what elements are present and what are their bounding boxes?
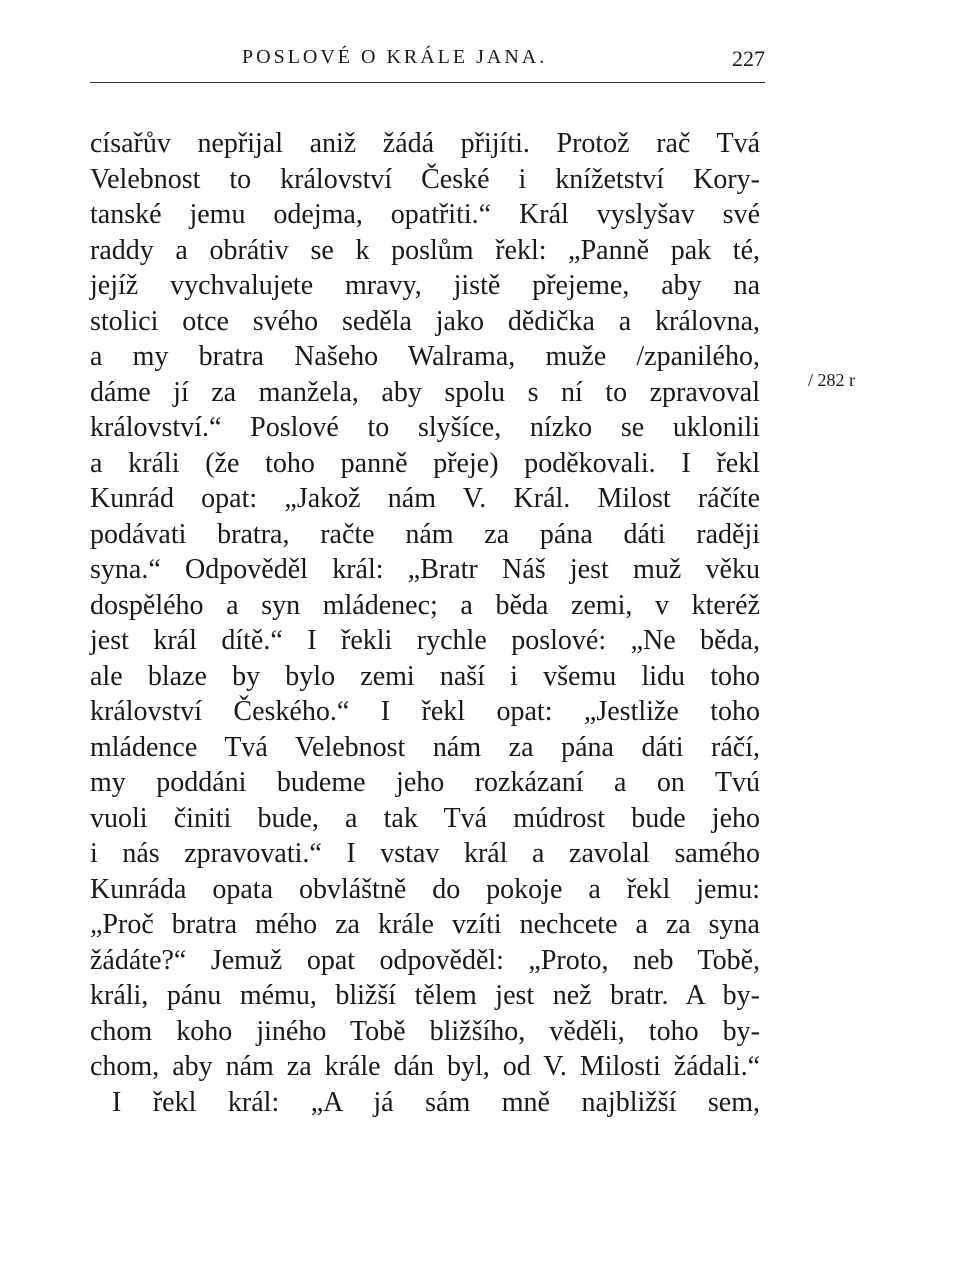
text-line: Kunrád opat: „Jakož nám V. Král. Milost ráčíte (90, 483, 760, 514)
text-line: chom, aby nám za krále dán byl, od V. Milosti žádali.“ (90, 1051, 760, 1082)
text-line: tanské jemu odejma, opatřiti.“ Král vyslyšav své (90, 199, 760, 230)
body-text (90, 126, 760, 1120)
text-line: dospělého a syn mládenec; a běda zemi, v kteréž (90, 589, 760, 621)
text-line: mládence Tvá Velebnost nám za pána dáti ráčí, (90, 731, 760, 763)
text-line: a my bratra Našeho Walrama, muže /zpanilého, (90, 341, 760, 372)
header-rule (90, 82, 765, 83)
page-number: 227 (732, 46, 765, 71)
text-line: chom koho jiného Tobě bližšího, věděli, toho by- (90, 1015, 760, 1047)
text-line: království Českého.“ I řekl opat: „Jestliže toho (90, 696, 760, 727)
text-line: žádáte?“ Jemuž opat odpověděl: „Proto, neb Tobě, (90, 944, 760, 976)
text-line: I řekl král: „A já sám mně najbližší sem, (112, 1086, 760, 1118)
text-line: císařův nepřijal aniž žádá přijíti. Protož rač Tvá (90, 128, 760, 159)
text-line: a králi (že toho panně přeje) poděkovali. I řekl (90, 447, 760, 479)
text-line: Velebnost to království České i knížetství Kory- (90, 163, 760, 195)
text-line: i nás zpravovati.“ I vstav král a zavolal samého (90, 838, 760, 869)
text-line: ale blaze by bylo zemi naší i všemu lidu toho (90, 660, 760, 692)
page-header (90, 40, 765, 84)
text-line: království.“ Poslové to slyšíce, nízko se uklonili (90, 412, 760, 443)
text-line: stolici otce svého seděla jako dědička a královna, (90, 305, 760, 337)
text-line: dáme jí za manžela, aby spolu s ní to zpravoval (90, 376, 760, 408)
text-line: podávati bratra, račte nám za pána dáti raději (90, 518, 760, 550)
text-line: „Proč bratra mého za krále vzíti nechcete a za syna (90, 909, 760, 940)
margin-folio-note: / 282 r (808, 370, 855, 390)
text-line: syna.“ Odpověděl král: „Bratr Náš jest muž věku (90, 554, 760, 585)
text-line: králi, pánu mému, bližší tělem jest než bratr. A by- (90, 980, 760, 1011)
text-line: jest král dítě.“ I řekli rychle poslové: „Ne běda, (90, 625, 760, 656)
text-line: jejíž vychvalujete mravy, jistě přejeme, aby na (90, 270, 760, 301)
text-line: Kunráda opata obvláštně do pokoje a řekl jemu: (90, 873, 760, 905)
text-line: vuoli činiti bude, a tak Tvá múdrost bude jeho (90, 802, 760, 834)
text-line: raddy a obrátiv se k poslům řekl: „Panně pak té, (90, 234, 760, 266)
running-title: POSLOVÉ O KRÁLE JANA. (242, 46, 548, 68)
text-line: my poddáni budeme jeho rozkázaní a on Tvú (90, 767, 760, 798)
